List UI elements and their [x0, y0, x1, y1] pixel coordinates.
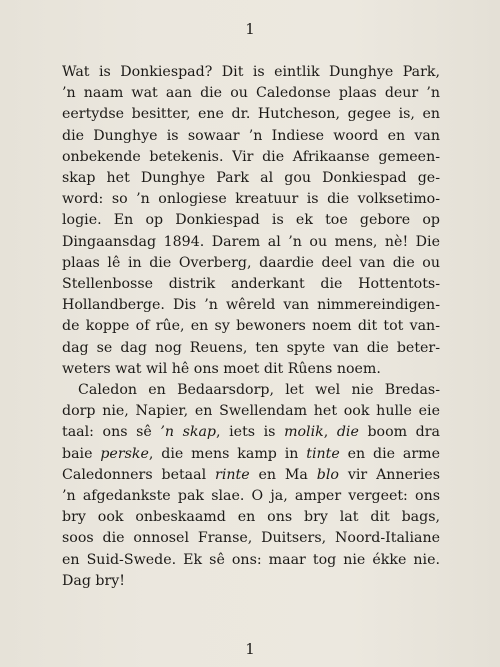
text-run: taal: ons sê: [62, 424, 161, 441]
text-line: [62, 274, 440, 295]
text-line: [62, 380, 440, 401]
text-line: [62, 83, 440, 104]
text-run: Dag bry!: [62, 572, 126, 589]
text-line: [62, 422, 440, 443]
text-run: ’n naam wat aan die ou Caledonse plaas deur ’n: [62, 85, 440, 102]
text-run: vir Anneries: [338, 466, 440, 483]
text-run: Caledon en Bedaarsdorp, let wel nie Bredas-: [78, 382, 440, 399]
text-run: Hollandberge. Dis ’n wêreld van nimmereindigen-: [62, 297, 440, 314]
text-line: [62, 126, 440, 147]
text-run: , iets is: [216, 424, 285, 441]
text-run: ’n afgedankste pak slae. O ja, amper vergeet: ons: [62, 488, 440, 505]
text-line: [62, 486, 440, 507]
text-run: Stellenbosse distrik anderkant die Hottentots-: [62, 276, 440, 293]
text-run: de koppe of rûe, en sy bewoners noem dit tot van-: [62, 318, 440, 335]
text-run: word: so ’n onlogiese kreatuur is die volksetimo-: [62, 191, 440, 208]
text-run: en Ma: [249, 466, 317, 483]
text-run: eertydse besitter, ene dr. Hutcheson, gegee is, en: [62, 106, 440, 123]
text-line: [62, 104, 440, 125]
body-text: [62, 62, 440, 592]
text-run: plaas lê in die Overberg, daardie deel van die ou: [62, 254, 440, 271]
text-line: [62, 507, 440, 528]
text-line: [62, 168, 440, 189]
text-run: bry ook onbeskaamd en ons bry lat dit bags,: [62, 509, 440, 526]
text-line: [62, 528, 440, 549]
italic-word: blo: [316, 466, 339, 483]
italic-word: perske: [100, 445, 149, 462]
italic-word: ’n skap: [160, 424, 217, 441]
text-line: [62, 316, 440, 337]
text-line: [62, 189, 440, 210]
text-line: [62, 401, 440, 422]
text-run: weters wat wil hê ons moet dit Rûens noem.: [62, 360, 381, 377]
text-line: [62, 253, 440, 274]
text-run: skap het Dunghye Park al gou Donkiespad ge-: [62, 170, 440, 187]
text-line: [62, 359, 440, 380]
text-line: [62, 210, 440, 231]
italic-word: rinte: [215, 466, 250, 483]
page-number-top: 1: [245, 20, 255, 38]
italic-word: molik: [284, 424, 324, 441]
page-number-bottom: 1: [245, 640, 255, 658]
text-line: [62, 62, 440, 83]
text-line: [62, 147, 440, 168]
text-run: boom dra: [358, 424, 440, 441]
text-run: ,: [323, 424, 337, 441]
text-run: logie. En op Donkiespad is ek toe gebore op: [62, 212, 440, 229]
text-run: en Suid-Swede. Ek sê ons: maar tog nie ékke nie.: [62, 551, 440, 568]
text-run: onbekende betekenis. Vir die Afrikaanse gemeen-: [62, 148, 440, 165]
text-line: [62, 338, 440, 359]
text-line: [62, 232, 440, 253]
text-line: [62, 295, 440, 316]
text-run: Wat is Donkiespad? Dit is eintlik Dunghye Park,: [62, 64, 440, 80]
text-line: [62, 444, 440, 465]
text-run: Dingaansdag 1894. Darem al ’n ou mens, nè! Die: [62, 233, 440, 250]
paragraph-1: [62, 62, 440, 380]
text-run: die Dunghye is sowaar ’n Indiese woord en van: [62, 127, 440, 144]
text-run: Caledonners betaal: [62, 466, 216, 483]
italic-word: tinte: [306, 445, 340, 462]
text-run: soos die onnosel Franse, Duitsers, Noord-Italiane: [62, 530, 440, 547]
text-run: dorp nie, Napier, en Swellendam het ook hulle eie: [62, 403, 440, 420]
italic-word: die: [336, 424, 359, 441]
text-run: en die arme: [339, 445, 441, 462]
text-run: dag se dag nog Reuens, ten spyte van die beter-: [62, 339, 440, 356]
paragraph-2: [62, 380, 440, 592]
text-line: [62, 550, 440, 571]
text-run: , die mens kamp in: [148, 445, 307, 462]
text-line: [62, 465, 440, 486]
text-line: [62, 571, 440, 592]
text-run: baie: [62, 445, 101, 462]
